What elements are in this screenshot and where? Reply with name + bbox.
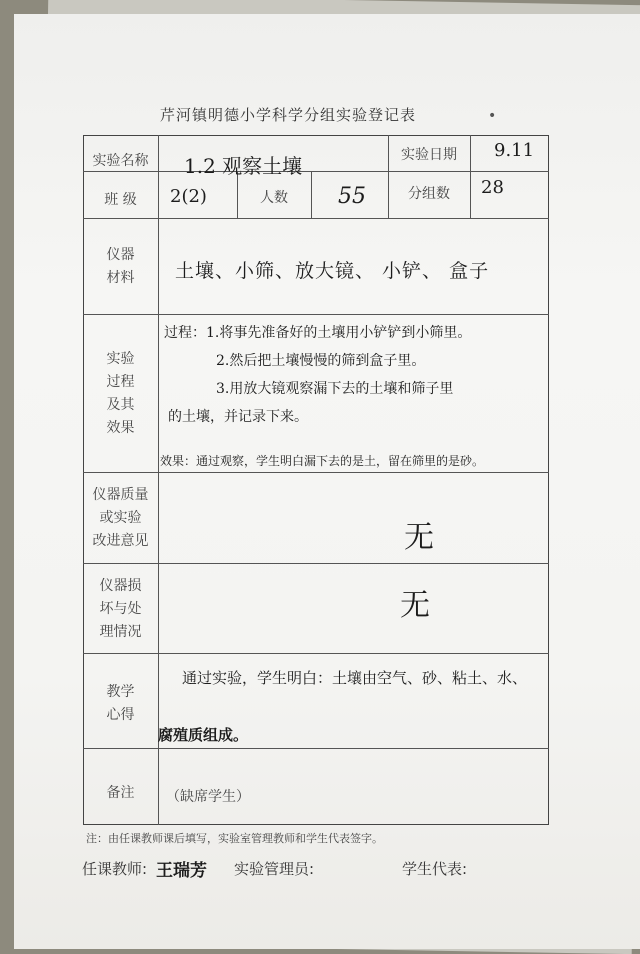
table-rule (83, 748, 549, 749)
table-rule (83, 314, 549, 315)
process-line: 的土壤，并记录下来。 (168, 409, 308, 425)
experiment-name-value: 1.2 观察土壤 (184, 154, 303, 178)
groups-label: 分组数 (408, 186, 450, 202)
lab-manager-label: 实验管理员: (234, 860, 315, 878)
footnote: 注：由任课教师课后填写，实验室管理教师和学生代表签字。 (86, 832, 383, 845)
table-rule (83, 653, 549, 654)
damage-label: 仪器损 坏与处 理情况 (99, 578, 142, 640)
class-value: 2(2) (170, 186, 207, 207)
damage-value: 无 (400, 588, 430, 623)
table-rule (158, 135, 159, 825)
teaching-line: 通过实验，学生明白：土壤由空气、砂、粘土、水、 (182, 669, 528, 687)
materials-value: 土壤、小筛、放大镜、 小铲、 盒子 (175, 260, 490, 282)
quality-label: 仪器质量 或实验 改进意见 (92, 487, 149, 549)
experiment-date-label: 实验日期 (401, 147, 457, 163)
process-line: 2.然后把土壤慢慢的筛到盒子里。 (216, 353, 426, 369)
experiment-name-label: 实验名称 (92, 153, 149, 169)
ink-dot: • (488, 108, 497, 124)
process-line: 3.用放大镜观察漏下去的土壤和筛子里 (216, 381, 454, 397)
table-rule (83, 218, 549, 219)
teaching-line: 腐殖质组成。 (158, 726, 249, 744)
count-label: 人数 (260, 190, 288, 206)
materials-label: 仪器 材料 (106, 247, 135, 286)
groups-value: 28 (481, 177, 504, 198)
remarks-value: （缺席学生） (166, 789, 250, 805)
effect-line: 效果：通过观察，学生明白漏下去的是土，留在筛里的是砂。 (160, 454, 485, 468)
student-rep-label: 学生代表: (402, 860, 468, 878)
experiment-date-value: 9.11 (494, 140, 535, 161)
table-rule (311, 171, 312, 218)
table-rule (83, 472, 549, 473)
teacher-label: 任课教师: (82, 860, 148, 878)
class-label: 班 级 (104, 192, 137, 208)
teaching-label: 教学 心得 (106, 684, 135, 723)
form-title: 芹河镇明德小学科学分组实验登记表 (160, 106, 417, 124)
table-rule (83, 563, 549, 564)
table-rule (470, 135, 471, 218)
quality-value: 无 (404, 520, 434, 555)
teacher-signature: 王瑞芳 (156, 861, 207, 881)
remarks-label: 备注 (106, 785, 135, 801)
process-line: 过程：1.将事先准备好的土壤用小铲铲到小筛里。 (164, 325, 472, 341)
count-value: 55 (338, 184, 366, 209)
process-label: 实验 过程 及其 效果 (106, 351, 135, 436)
